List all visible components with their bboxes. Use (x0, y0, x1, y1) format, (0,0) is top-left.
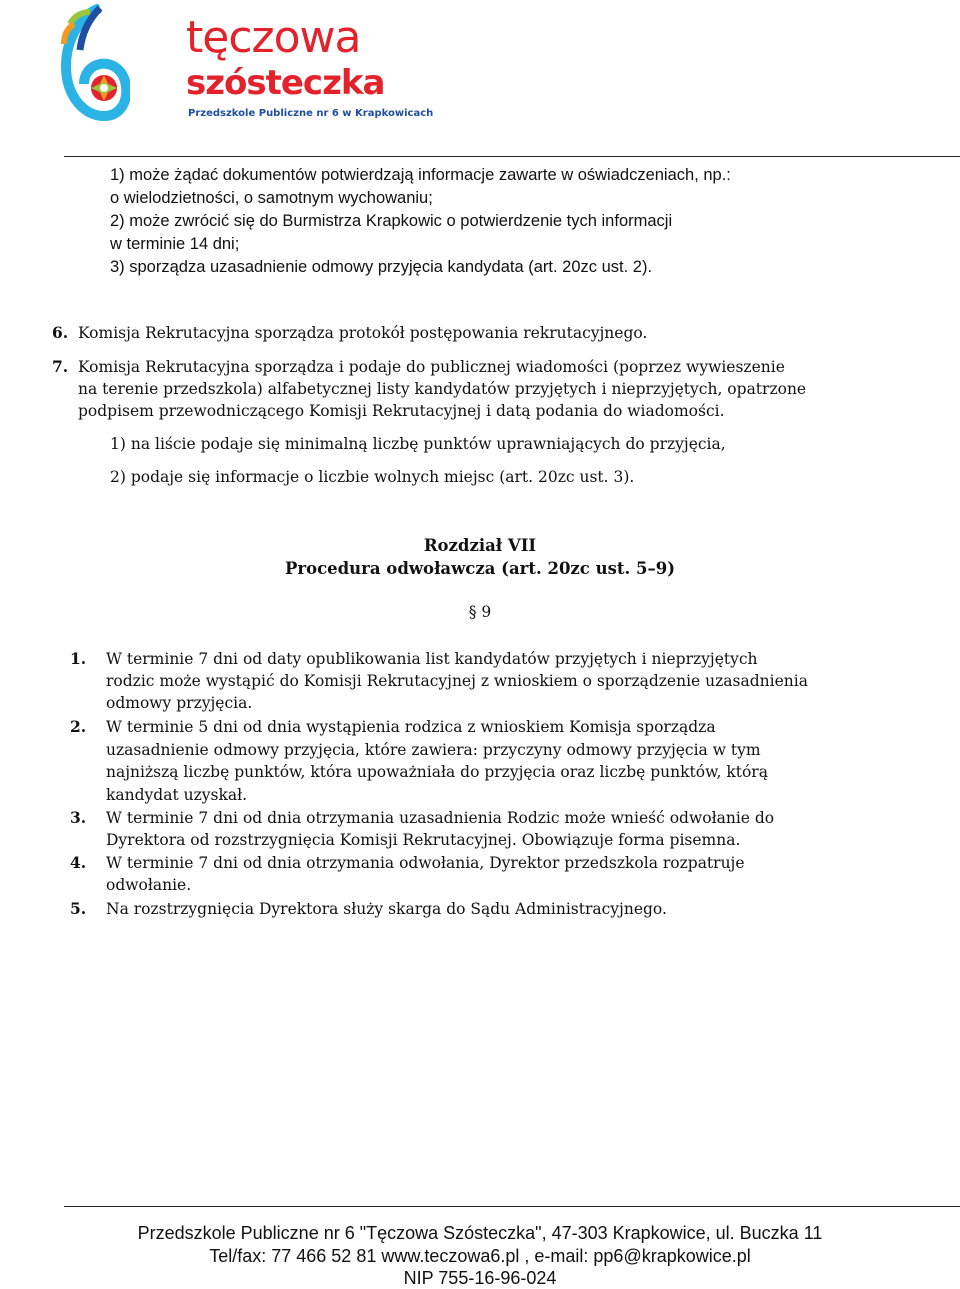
item-number: 6. (52, 323, 69, 342)
logo-emblem-icon (60, 4, 130, 124)
point-number: 2. (70, 717, 87, 736)
point-number: 5. (70, 899, 87, 918)
logo-subtitle: szósteczka (186, 63, 385, 103)
point-text: Na rozstrzygnięcia Dyrektora służy skarga do Sądu Administracyjnego. (106, 900, 667, 918)
logo-caption: Przedszkole Publiczne nr 6 w Krapkowicach (188, 108, 434, 119)
intro-line: 3) sporządza uzasadnienie odmowy przyjęcia kandydata (art. 20zc ust. 2). (110, 258, 653, 276)
item-text: podpisem przewodniczącego Komisji Rekrutacyjnej i datą podania do wiadomości. (78, 402, 725, 420)
item-text: Komisja Rekrutacyjna sporządza i podaje do publicznej wiadomości (poprzez wywieszenie (78, 358, 785, 376)
item-number: 7. (52, 357, 69, 376)
point-text: W terminie 7 dni od daty opublikowania list kandydatów przyjętych i nieprzyjętych (106, 650, 758, 668)
point-text: Dyrektora od rozstrzygnięcia Komisji Rekrutacyjnej. Obowiązuje forma pisemna. (106, 831, 741, 849)
item-text: Komisja Rekrutacyjna sporządza protokół postępowania rekrutacyjnego. (78, 324, 648, 342)
paragraph-sign: § 9 (468, 603, 492, 621)
point-text: W terminie 7 dni od dnia otrzymania uzasadnienia Rodzic może wnieść odwołanie do (106, 809, 775, 827)
point-number: 4. (70, 853, 87, 872)
chapter-title: Rozdział VII (423, 536, 537, 555)
point-text: odwołanie. (106, 876, 192, 894)
footer-nip: NIP 755-16-96-024 (403, 1268, 557, 1288)
intro-line: w terminie 14 dni; (110, 235, 240, 253)
footer-contact: Tel/fax: 77 466 52 81 www.teczowa6.pl , e-mail: pp6@krapkowice.pl (209, 1246, 751, 1266)
point-number: 3. (70, 808, 87, 827)
point-text: W terminie 7 dni od dnia otrzymania odwołania, Dyrektor przedszkola rozpatruje (106, 854, 745, 872)
intro-line: o wielodzietności, o samotnym wychowaniu; (110, 189, 433, 207)
intro-line: 2) może zwrócić się do Burmistrza Krapkowic o potwierdzenie tych informacji (110, 212, 673, 230)
point-text: odmowy przyjęcia. (106, 694, 253, 712)
point-text: najniższą liczbę punktów, która upoważniała do przyjęcia oraz liczbę punktów, którą (106, 763, 768, 781)
intro-line: 1) może żądać dokumentów potwierdzają informacje zawarte w oświadczeniach, np.: (110, 166, 731, 184)
point-text: rodzic może wystąpić do Komisji Rekrutacyjnej z wnioskiem o sporządzenie uzasadnienia (106, 672, 808, 690)
sub-item: 1) na liście podaje się minimalną liczbę punktów uprawniających do przyjęcia, (110, 435, 726, 453)
footer-rule (64, 1206, 960, 1207)
logo-title: tęczowa (186, 12, 361, 63)
header-rule (64, 156, 960, 157)
sub-item: 2) podaje się informacje o liczbie wolnych miejsc (art. 20zc ust. 3). (110, 468, 635, 486)
point-text: W terminie 5 dni od dnia wystąpienia rodzica z wnioskiem Komisja sporządza (106, 718, 716, 736)
point-number: 1. (70, 649, 87, 668)
chapter-subtitle: Procedura odwoławcza (art. 20zc ust. 5–9) (285, 559, 675, 578)
item-text: na terenie przedszkola) alfabetycznej listy kandydatów przyjętych i nieprzyjętych, opatrzone (78, 380, 807, 398)
footer-address: Przedszkole Publiczne nr 6 "Tęczowa Szósteczka", 47-303 Krapkowice, ul. Buczka 11 (137, 1223, 823, 1243)
point-text: uzasadnienie odmowy przyjęcia, które zawiera: przyczyny odmowy przyjęcia w tym (106, 741, 761, 759)
point-text: kandydat uzyskał. (106, 786, 248, 804)
